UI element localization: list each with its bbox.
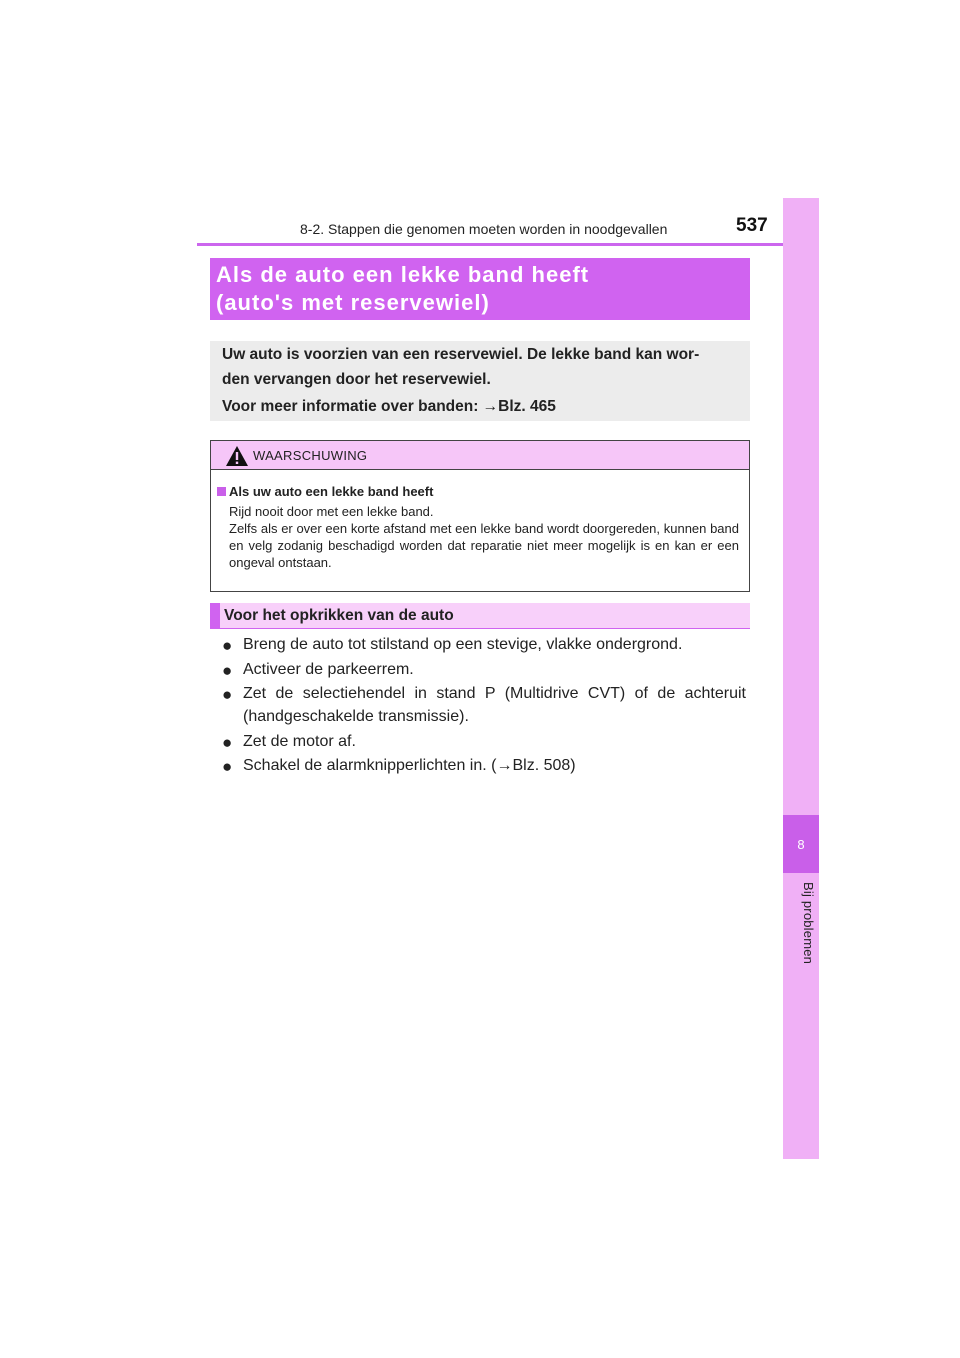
steps-list	[222, 633, 746, 779]
warning-label: WAARSCHUWING	[253, 448, 368, 463]
step-text: Activeer de parkeerrem.	[243, 660, 414, 678]
warning-line-1: Rijd nooit door met een lekke band.	[229, 504, 434, 519]
warning-line-2: Zelfs als er over een korte afstand met een lekke band wordt doorgereden, kunnen band en velg zodanig beschadigd worden dat reparatie niet meer mogelijk is en kan er een ongeval ontstaan.	[229, 521, 739, 570]
warning-text	[217, 503, 739, 571]
header-divider	[197, 243, 819, 246]
bullet-icon: ●	[222, 636, 233, 655]
warning-subheading	[217, 484, 739, 500]
intro-line-2: den vervangen door het reservewiel.	[222, 371, 491, 388]
section-title: 8-2. Stappen die genomen moeten worden in noodgevallen	[300, 221, 668, 237]
square-bullet-icon	[217, 487, 226, 496]
step-text: Schakel de alarmknipperlichten in. (→Blz. 508)	[243, 757, 576, 774]
chapter-number: 8	[797, 836, 805, 852]
list-item	[222, 730, 746, 753]
warning-subheading-text: Als uw auto een lekke band heeft	[229, 484, 434, 499]
title-line-2: (auto's met reservewiel)	[216, 290, 490, 315]
subsection-title: Voor het opkrikken van de auto	[224, 607, 454, 624]
warning-box	[210, 440, 750, 592]
page-number: 537	[736, 215, 768, 236]
list-item	[222, 633, 746, 656]
chapter-number-marker	[783, 815, 819, 873]
list-item	[222, 754, 746, 777]
bullet-icon: ●	[222, 685, 233, 704]
warning-header	[211, 441, 749, 470]
step-text: Zet de selectiehendel in stand P (Multidrive CVT) of de achteruit (handgeschakelde transmissie).	[243, 685, 746, 725]
subsection-header	[210, 603, 750, 629]
list-item	[222, 682, 746, 728]
chapter-tab	[783, 198, 819, 1159]
title-line-1: Als de auto een lekke band heeft	[216, 262, 590, 287]
step-text: Breng de auto tot stilstand op een stevige, vlakke ondergrond.	[243, 636, 683, 653]
warning-triangle-icon	[225, 445, 249, 467]
chapter-label: Bij problemen	[801, 882, 816, 965]
bullet-icon: ●	[222, 757, 233, 776]
title-banner	[210, 258, 750, 320]
intro-line-1: Uw auto is voorzien van een reservewiel. De lekke band kan wor-	[222, 346, 700, 363]
bullet-icon: ●	[222, 660, 233, 680]
warning-body	[211, 470, 749, 571]
intro-page-reference: Voor meer informatie over banden: →Blz. 465	[222, 398, 556, 415]
intro-box	[210, 341, 750, 421]
list-item	[222, 658, 746, 681]
bullet-icon: ●	[222, 732, 233, 752]
step-text: Zet de motor af.	[243, 732, 356, 750]
